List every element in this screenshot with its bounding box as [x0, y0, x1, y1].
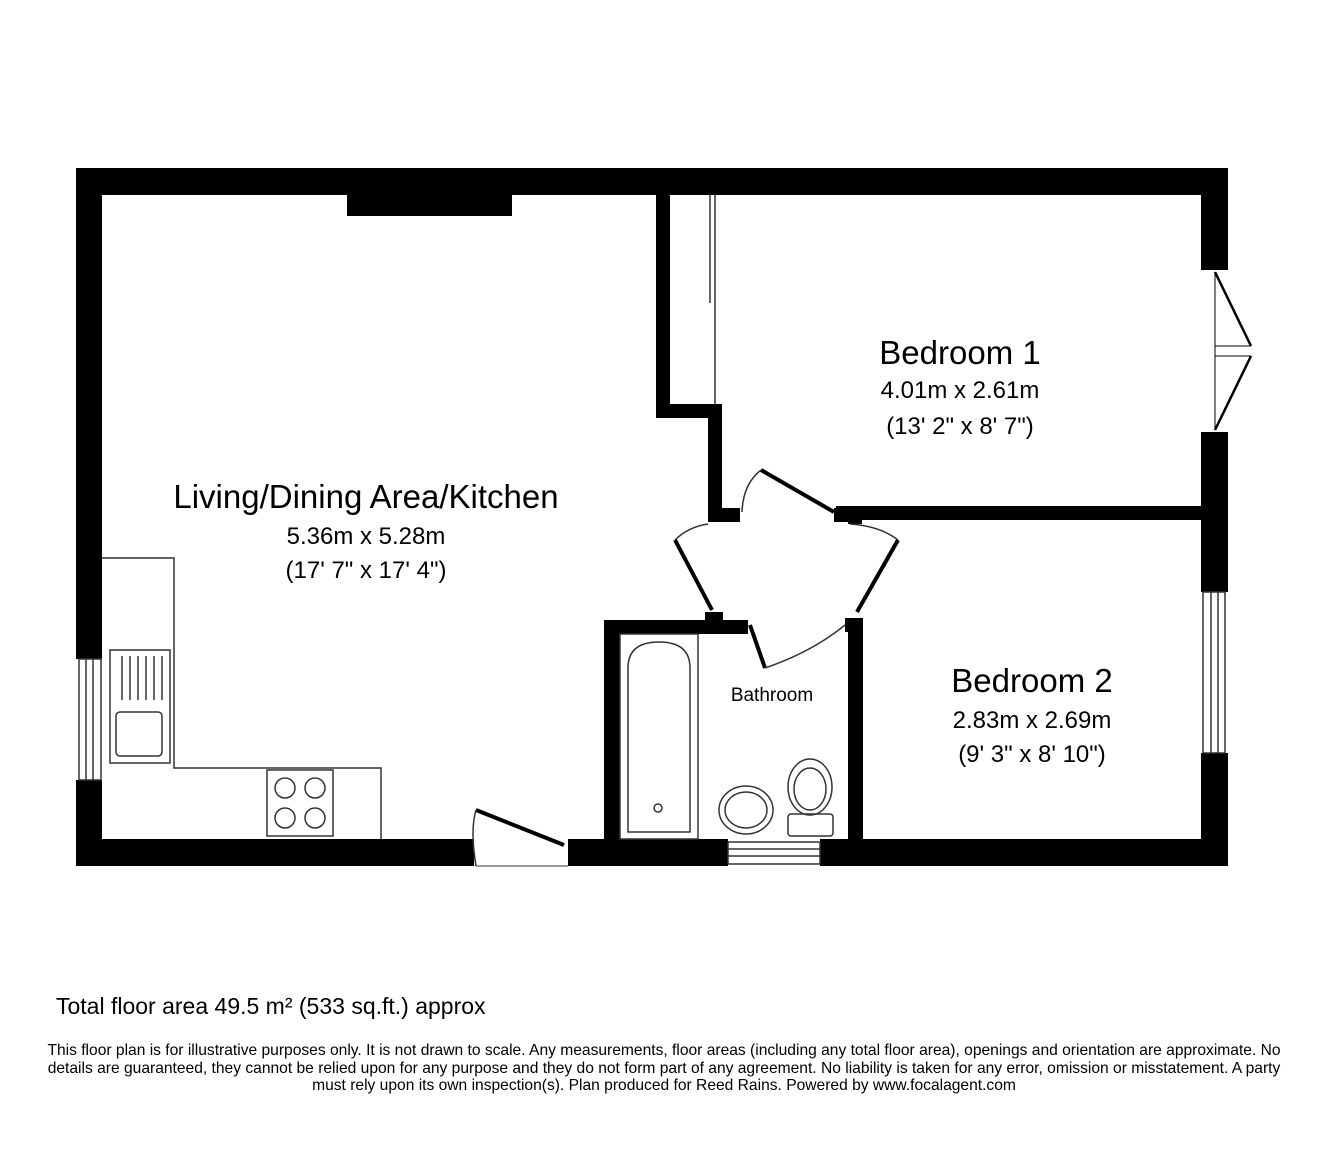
door-bathroom: [750, 625, 845, 668]
jamb: [705, 612, 723, 622]
door-bedroom1: [742, 470, 834, 512]
jamb: [848, 516, 862, 524]
bedroom2-name: Bedroom 2: [951, 662, 1113, 699]
door-jambs: [705, 508, 862, 622]
disclaimer-text: This floor plan is for illustrative purposes only. It is not drawn to scale. Any measurements, floor areas (including any total floor area), openings and orientation are approximate. No details are guaranteed, they cannot be relied upon for any purpose and they do not form part of any agreement. No liability is taken for any error, omission or misstatement. A party must rely upon its own inspection(s). Plan produced for Reed Rains. Powered by www.focalagent.com: [47, 1042, 1281, 1095]
door-living-hall: [675, 524, 712, 610]
bathroom-top-left: [604, 620, 748, 634]
bedroom1-size-imperial: (13' 2" x 8' 7"): [886, 413, 1034, 440]
wall-bottom-left: [76, 839, 474, 866]
bedroom1-size-metric: 4.01m x 2.61m: [880, 377, 1040, 404]
living-room-size-imperial: (17' 7" x 17' 4"): [285, 557, 447, 584]
bedroom1-name: Bedroom 1: [879, 334, 1041, 371]
wardrobe-sliding-door: [710, 195, 715, 404]
wall-top: [76, 168, 1228, 195]
bedroom-divider: [836, 506, 1206, 520]
door-french-bedroom1: [1215, 272, 1251, 430]
bathroom-fixtures: [620, 634, 833, 839]
living-room-size-metric: 5.36m x 5.28m: [286, 523, 446, 550]
bedroom2-size-metric: 2.83m x 2.69m: [952, 707, 1112, 734]
kitchen-fixtures: [102, 558, 381, 839]
bathroom-name: Bathroom: [730, 685, 814, 706]
wall-right-bottom: [1201, 753, 1228, 866]
toilet-icon: [788, 759, 833, 836]
wall-bottom-middle: [568, 839, 728, 866]
window-bathroom-bottom: [728, 842, 820, 864]
hall-wall-upper: [708, 404, 722, 522]
wall-left-upper: [76, 168, 102, 659]
door-bedroom2: [850, 524, 898, 612]
chimney-breast: [347, 168, 512, 216]
bedroom2-size-imperial: (9' 3" x 8' 10"): [958, 741, 1106, 768]
wardrobe-wall-vertical: [656, 190, 670, 410]
bathroom-wall-left: [604, 620, 620, 850]
bathtub-icon: [620, 634, 698, 839]
living-room-name: Living/Dining Area/Kitchen: [173, 478, 559, 515]
total-floor-area: Total floor area 49.5 m² (533 sq.ft.) approx: [56, 993, 486, 1019]
bathroom-wall-right: [848, 618, 863, 848]
door-entrance: [473, 810, 568, 866]
washbasin-icon: [719, 786, 773, 834]
window-bedroom2-right: [1203, 592, 1225, 753]
jamb: [834, 508, 848, 522]
hall-wall-stub-left: [708, 508, 740, 522]
wall-right-top: [1201, 168, 1228, 270]
kitchen-counter: [102, 558, 381, 839]
hob-icon: [267, 770, 333, 836]
kitchen-sink-icon: [110, 650, 170, 763]
window-kitchen-left: [79, 659, 101, 780]
room-labels: [173, 334, 1112, 768]
wall-bottom-right: [820, 839, 1228, 866]
